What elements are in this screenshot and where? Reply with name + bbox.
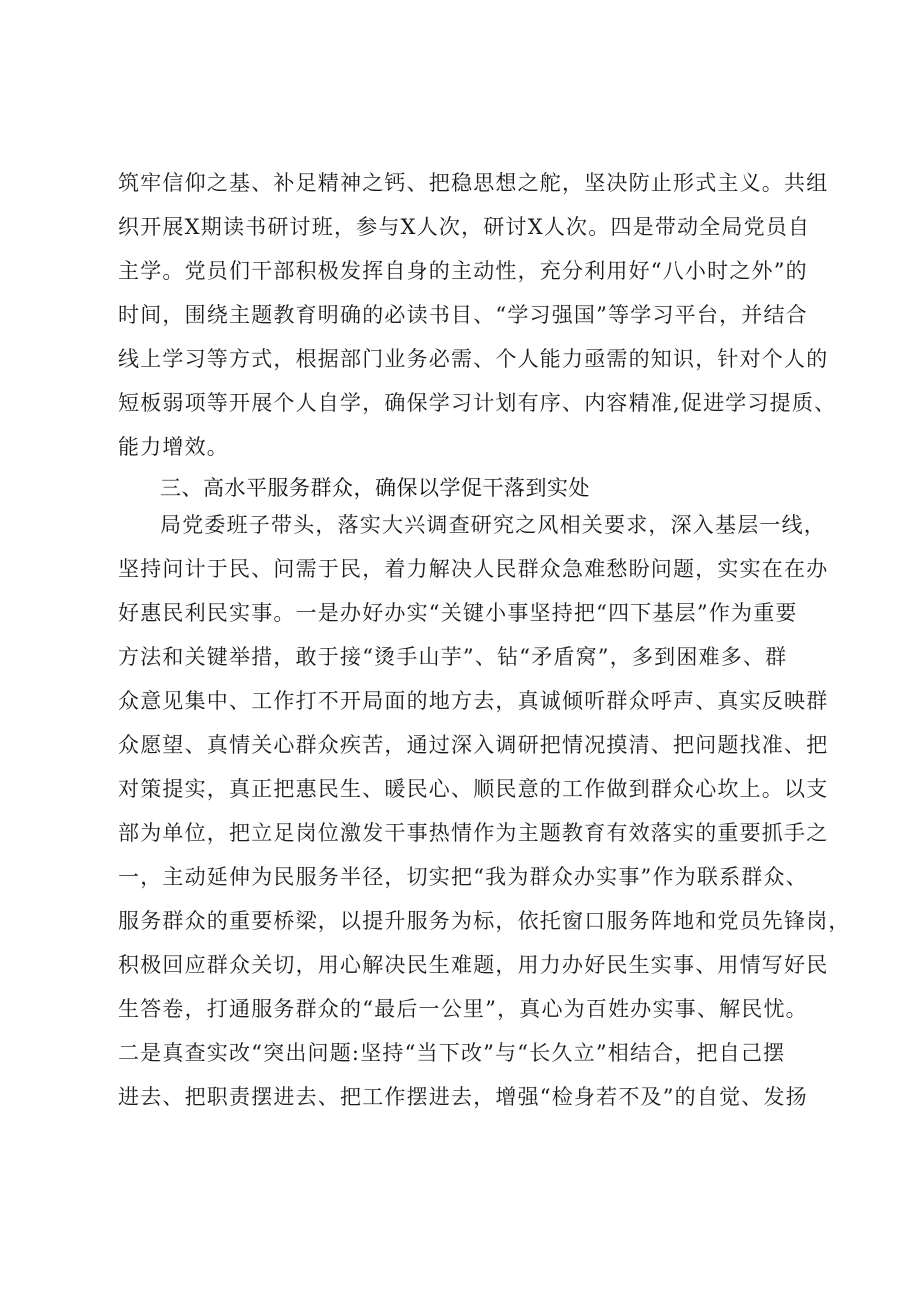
text-line: 好惠民利民实事。一是办好办实“关键小事坚持把“四下基层”作为重要: [118, 601, 798, 625]
text-line: 坚持问计于民、问需于民，着力解决人民群众急难愁盼问题，实实在在办: [118, 557, 829, 581]
text-line: 主学。党员们干部积极发挥自身的主动性，充分利用好“八小时之外”的: [118, 259, 808, 283]
text-line: 众意见集中、工作打不开局面的地方去，真诚倾听群众呼声、真实反映群: [118, 689, 829, 713]
text-line: 生答卷，打通服务群众的“最后一公里”，真心为百姓办实事、解民忧。: [118, 997, 808, 1021]
text-line: 服务群众的重要桥梁，以提升服务为标，依托窗口服务阵地和党员先锋岗，: [118, 909, 851, 933]
text-line: 进去、把职责摆进去、把工作摆进去，增强“检身若不及”的自觉、发扬: [118, 1085, 808, 1109]
text-line: 部为单位，把立足岗位激发干事热情作为主题教育有效落实的重要抓手之: [118, 821, 829, 845]
text-line: 众愿望、真情关心群众疾苦，通过深入调研把情况摸清、把问题找准、把: [118, 733, 829, 757]
text-line: 线上学习等方式，根据部门业务必需、个人能力亟需的知识，针对个人的: [118, 347, 829, 371]
text-line: 织开展X期读书研讨班，参与X人次，研讨X人次。四是带动全局党员自: [118, 215, 811, 239]
text-line: 短板弱项等开展个人自学，确保学习计划有序、内容精准,促进学习提质、: [118, 391, 837, 415]
text-line: 对策提实，真正把惠民生、暖民心、顺民意的工作做到群众心坎上。以支: [118, 777, 829, 801]
text-line: 筑牢信仰之基、补足精神之钙、把稳思想之舵，坚决防止形式主义。共组: [118, 171, 829, 195]
text-line: 二是真查实改“突出问题:坚持“当下改”与“长久立”相结合，把自己摆: [118, 1041, 786, 1065]
text-line: 积极回应群众关切，用心解决民生难题，用力办好民生实事、用情写好民: [118, 953, 829, 977]
text-line: 一，主动延伸为民服务半径，切实把“我为群众办实事”作为联系群众、: [118, 865, 808, 889]
text-line: 方法和关键举措，敢于接“烫手山芋”、钻“矛盾窝”，多到困难多、群: [118, 645, 788, 669]
section-heading: 三、高水平服务群众，确保以学促干落到实处: [160, 476, 590, 500]
text-line: 时间，围绕主题教育明确的必读书目、“学习强国”等学习平台，并结合: [118, 303, 808, 327]
text-line: 局党委班子带头，落实大兴调查研究之风相关要求，深入基层一线，: [160, 513, 826, 537]
text-line: 能力增效。: [118, 435, 229, 459]
